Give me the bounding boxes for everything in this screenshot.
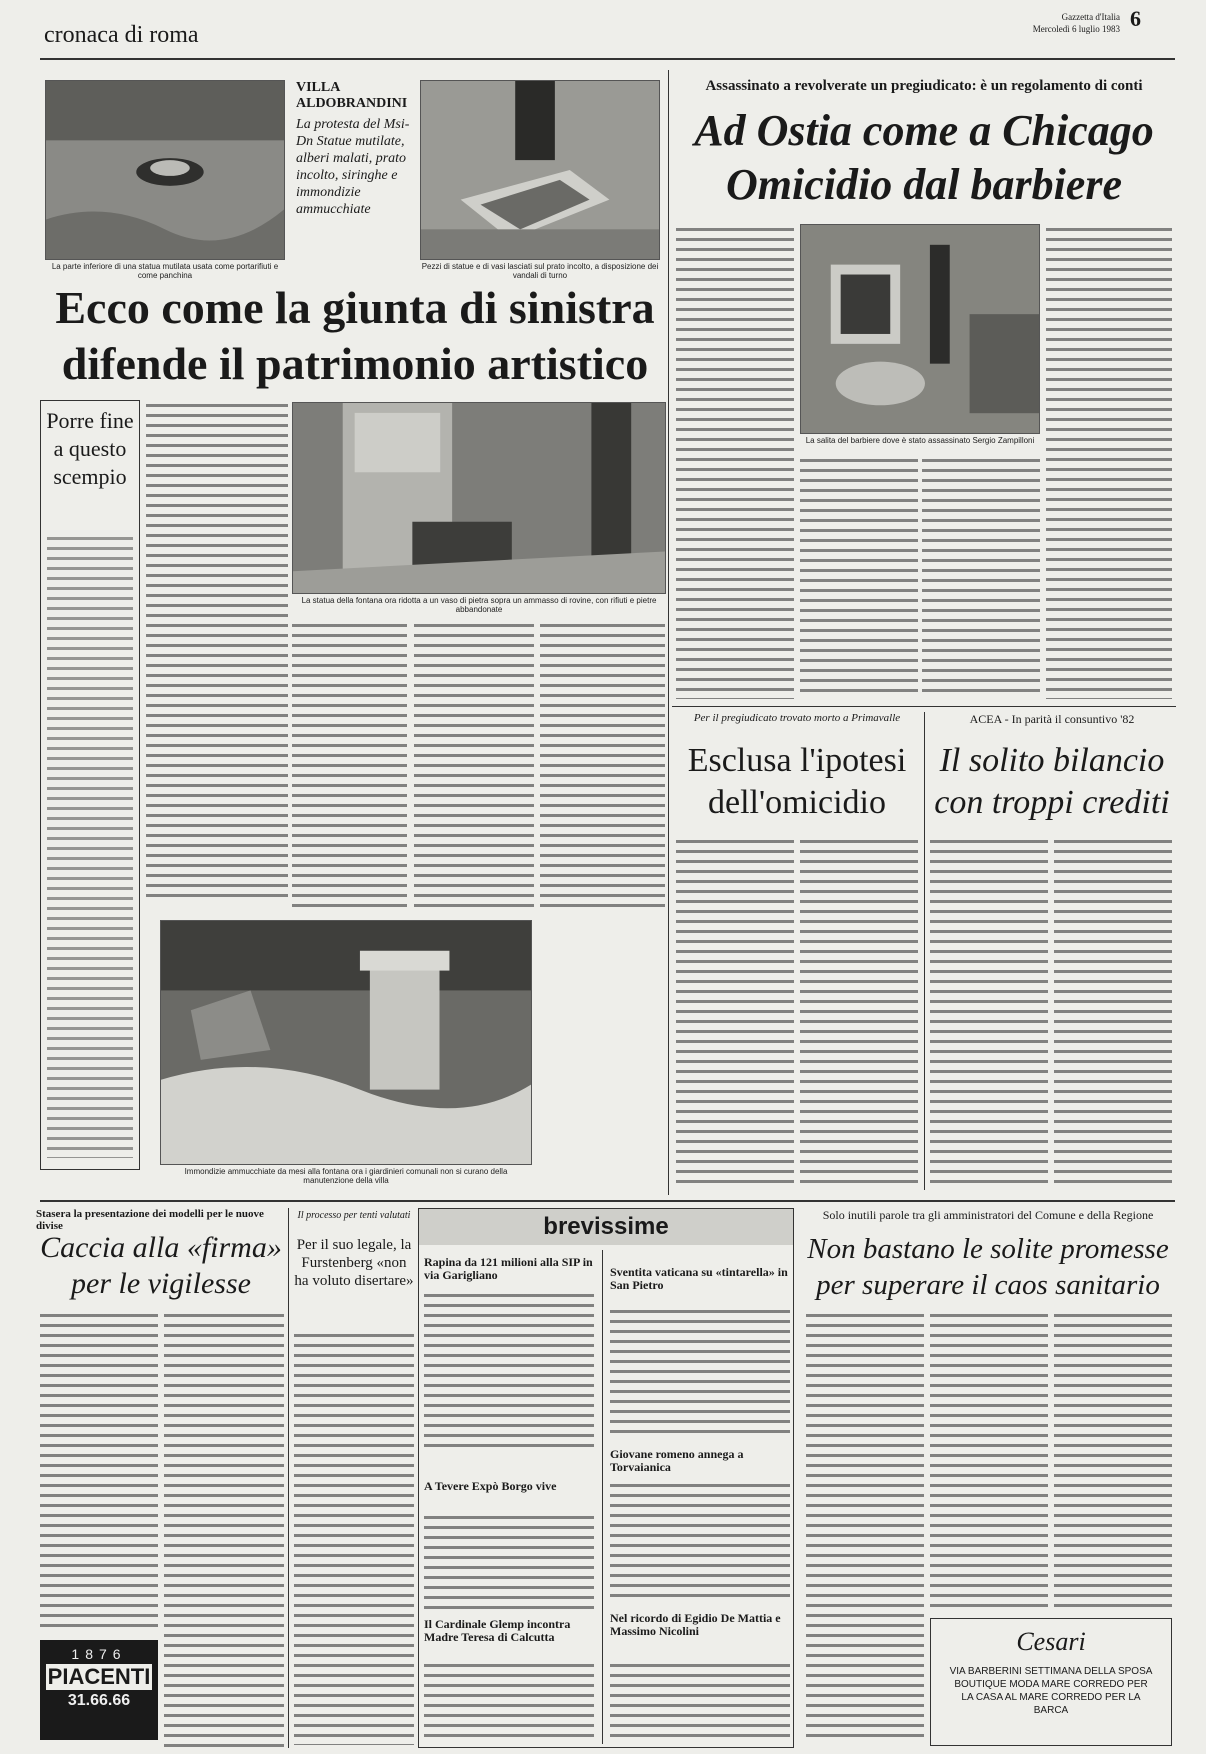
box-body <box>47 533 133 1158</box>
ostia-headline-1: Ad Ostia come a Chicago <box>694 106 1154 155</box>
villa-title-2: ALDOBRANDINI <box>296 96 408 111</box>
primavalle-headline: Esclusa l'ipotesi dell'omicidio <box>687 742 907 821</box>
villa-box <box>40 400 140 1170</box>
sanita-kicker: Solo inutili parole tra gli amministratori del Comune e della Regione <box>822 1208 1154 1222</box>
brev-item-3: Il Cardinale Glemp incontra Madre Teresa di Calcutta <box>424 1617 571 1644</box>
brev-item-6: Nel ricordo di Egidio De Mattia e Massimo Nicolini <box>610 1611 781 1638</box>
villa-text-col1 <box>146 400 288 900</box>
piacenti-ad[interactable] <box>40 1640 158 1740</box>
brevissime-inner-rule <box>602 1250 603 1744</box>
ostia-text-col2 <box>800 455 918 699</box>
sanita-headline-1: Non bastano le solite promesse <box>807 1233 1169 1265</box>
villa-text-col2 <box>292 620 407 910</box>
acea-text-col1 <box>930 836 1048 1186</box>
sanita-text-col1 <box>806 1310 924 1740</box>
cesari-ad[interactable] <box>930 1618 1172 1746</box>
acea-headline: Il solito bilancio con troppi crediti <box>934 742 1170 821</box>
brev-text-2 <box>424 1512 594 1612</box>
ostia-text-col3 <box>922 455 1040 699</box>
ostia-kicker: Assassinato a revolverate un pregiudicato: è un regolamento di conti <box>705 78 1143 94</box>
sanita-headline-2: per superare il caos sanitario <box>816 1269 1160 1301</box>
vigilesse-headline: Caccia alla «firma» per le vigilesse <box>40 1231 282 1300</box>
villa-title-1: VILLA <box>296 80 341 95</box>
caption-rubbish: Immondizie ammucchiate da mesi alla fontana ora i giardinieri comunali non si curano della manutenzione della villa <box>184 1167 508 1185</box>
furstenberg-text-col1 <box>294 1330 414 1745</box>
ostia-text-col1 <box>676 224 794 699</box>
cesari-logo: Cesari <box>1016 1627 1086 1656</box>
newspaper-name: Gazzetta d'Italia <box>1061 12 1120 22</box>
ostia-headline-2: Omicidio dal barbiere <box>726 160 1122 209</box>
villa-headline: Ecco come la giunta di sinistra difende il patrimonio artistico <box>55 282 655 389</box>
page-number: 6 <box>1130 6 1141 31</box>
column-rule-acea <box>924 712 925 1190</box>
photo-barber-shop <box>800 224 1040 434</box>
brev-text-4 <box>610 1306 790 1436</box>
acea-kicker: ACEA - In parità il consuntivo '82 <box>969 712 1135 726</box>
primavalle-text-col2 <box>800 836 918 1186</box>
acea-text-col2 <box>1054 836 1172 1186</box>
ostia-text-col4 <box>1046 224 1172 699</box>
caption-statue-pieces: Pezzi di statue e di vasi lasciati sul prato incolto, a disposizione dei vandali di turno <box>421 262 659 280</box>
villa-text-col3 <box>414 620 534 910</box>
vigilesse-text-col2 <box>164 1310 284 1750</box>
brev-item-4: Sventita vaticana su «tintarella» in San Pietro <box>610 1265 788 1292</box>
brev-text-6 <box>610 1660 790 1744</box>
furstenberg-headline: Per il suo legale, la Furstenberg «non ha voluto disertare» <box>294 1237 414 1289</box>
column-rule-bottom-1 <box>288 1208 289 1748</box>
primavalle-text-col1 <box>676 836 794 1186</box>
cesari-text: VIA BARBERINI SETTIMANA DELLA SPOSA BOUTIQUE MODA MARE CORREDO PER LA CASA AL MARE CORREDO PER LA BARCA <box>949 1666 1153 1716</box>
header-rule <box>40 58 1175 60</box>
photo-rubbish <box>160 920 532 1165</box>
brevissime-title: brevissime <box>419 1209 793 1245</box>
caption-broken-statue: La parte inferiore di una statua mutilata usata come portarifiuti e come panchina <box>51 262 279 280</box>
column-rule-center <box>668 70 669 1195</box>
piacenti-phone: 31.66.66 <box>67 1692 131 1709</box>
mid-page-rule <box>40 1200 1175 1202</box>
piacenti-name: PIACENTI <box>47 1664 151 1689</box>
primavalle-kicker: Per il pregiudicato trovato morto a Primavalle <box>693 712 901 724</box>
sanita-text-col2 <box>930 1310 1048 1610</box>
brev-item-1: Rapina da 121 milioni alla SIP in via Garigliano <box>424 1255 593 1282</box>
villa-subtitle: La protesta del Msi-Dn Statue mutilate, alberi malati, prato incolto, siringhe e immondizie ammucchiate <box>296 117 410 217</box>
brev-item-5: Giovane romeno annega a Torvaianica <box>610 1447 744 1474</box>
caption-fountain: La statua della fontana ora ridotta a un vaso di pietra sopra un ammasso di rovine, con rifiuti e pietre abbandonate <box>301 596 657 614</box>
vigilesse-kicker: Stasera la presentazione dei modelli per le nuove divise <box>36 1208 264 1232</box>
issue-date: Mercoledì 6 luglio 1983 <box>1032 24 1120 34</box>
section-title: cronaca di roma <box>44 22 199 48</box>
box-title: Porre fine a questo scempio <box>46 408 134 489</box>
brev-item-2: A Tevere Expò Borgo vive <box>424 1479 557 1493</box>
sanita-text-col3 <box>1054 1310 1172 1610</box>
piacenti-year: 1876 <box>71 1646 127 1662</box>
vigilesse-text-col1 <box>40 1310 158 1630</box>
ostia-bottom-rule <box>672 706 1176 707</box>
villa-text-col4 <box>540 620 665 910</box>
brev-text-3 <box>424 1660 594 1744</box>
photo-fountain <box>292 402 666 594</box>
photo-broken-statue <box>45 80 285 260</box>
photo-statue-pieces <box>420 80 660 260</box>
brev-text-1 <box>424 1290 594 1450</box>
brev-text-5 <box>610 1480 790 1600</box>
furstenberg-kicker: Il processo per tenti valutati <box>297 1210 411 1221</box>
caption-barber: La salita del barbiere dove è stato assassinato Sergio Zampilloni <box>805 436 1035 445</box>
